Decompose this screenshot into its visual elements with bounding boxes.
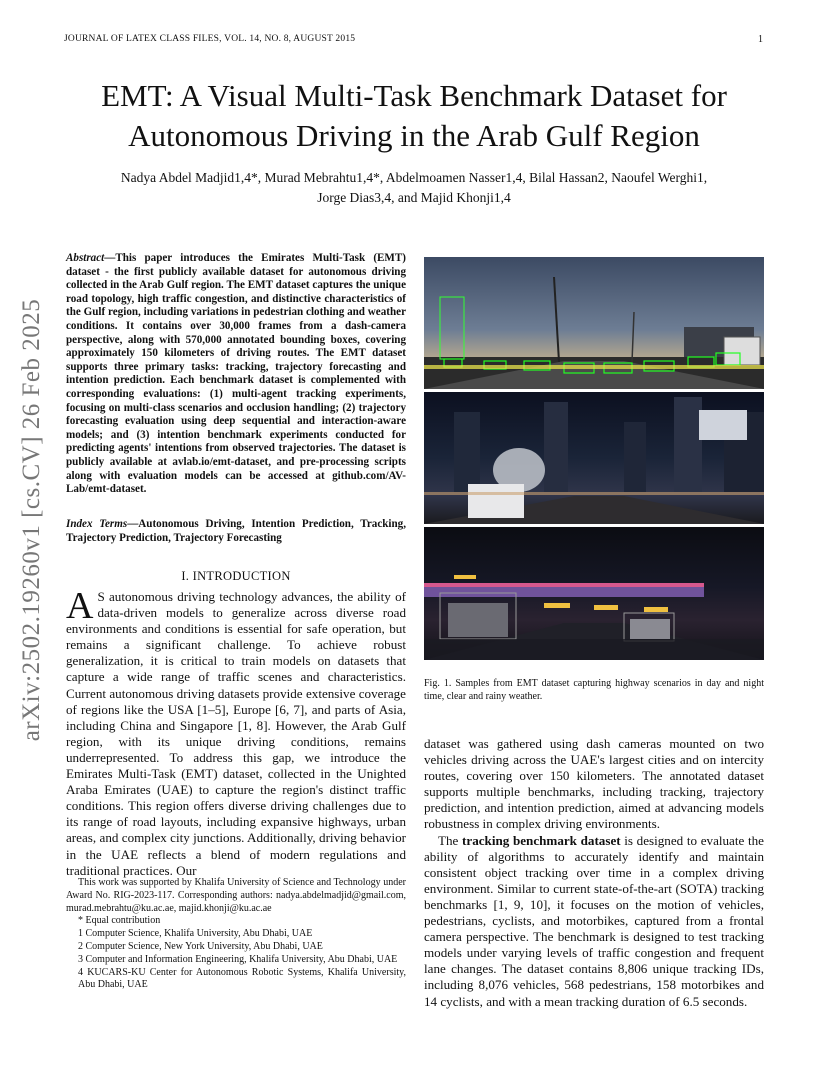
index-terms-label: Index Terms <box>66 518 128 530</box>
drop-cap: A <box>66 585 94 627</box>
index-terms-text: —Autonomous Driving, Intention Prediction, Tracking, Trajectory Prediction, Trajectory Forecasting <box>66 518 406 544</box>
figure-caption: Fig. 1. Samples from EMT dataset capturing highway scenarios in day and night time, clear and rainy weather. <box>424 678 764 702</box>
title-line-1: EMT: A Visual Multi-Task Benchmark Dataset for <box>101 78 727 113</box>
night-city-scene <box>424 392 764 524</box>
photo-night-rain <box>424 527 764 660</box>
day-highway-scene <box>424 257 764 389</box>
footnote-item: * Equal contribution <box>78 915 161 927</box>
photo-night-city <box>424 392 764 524</box>
authors-line-1: Nadya Abdel Madjid1,4*, Murad Mebrahtu1,4*, Abdelmoamen Nasser1,4, Bilal Hassan2, Naoufel Werghi1, <box>120 170 708 185</box>
bold-term: tracking benchmark dataset <box>462 832 621 848</box>
footnote-item: 3 Computer and Information Engineering, Khalifa University, Abu Dhabi, UAE <box>78 953 398 965</box>
photo-day-highway <box>424 257 764 389</box>
footnote-item: 1 Computer Science, Khalifa University, Abu Dhabi, UAE <box>78 928 313 940</box>
footnotes <box>66 877 406 992</box>
footnote-item: 4 KUCARS-KU Center for Autonomous Robotic Systems, Khalifa University, Abu Dhabi, UAE <box>78 966 406 991</box>
footnote-item: 2 Computer Science, New York University, Abu Dhabi, UAE <box>78 940 323 952</box>
title-line-2: Autonomous Driving in the Arab Gulf Region <box>128 118 700 153</box>
section-heading: I. INTRODUCTION <box>181 569 291 583</box>
abstract <box>66 252 406 497</box>
abstract-text: —This paper introduces the Emirates Multi-Task (EMT) dataset - the first publicly available dataset for autonomous driving collected in the Arab Gulf region. The EMT dataset captures the unique road topology, high traffic congestion, and distinctive characteristics of the Gulf region, including variations in pedestrian clothing and weather conditions. It contains over 30,000 frames from a dash-camera perspective, along with 570,000 annotated bounding boxes, covering approximately 150 kilometers of driving routes. The EMT dataset supports three primary tasks: tracking, trajectory forecasting and intention prediction. Each benchmark dataset is complemented with corresponding evaluations: (1) multi-agent tracking experiments, focusing on multi-class scenarios and occlusion handling; (2) trajectory forecasting evaluation using deep sequential and interaction-aware models; and (3) intention benchmark experiments conducted for predicting agents' intentions from observed trajectories. The dataset is publicly available at avlab.io/emt-dataset, and pre-processing scripts along with evaluation models can be accessed at github.com/AV-Lab/emt-dataset. <box>66 252 406 496</box>
column-2-body <box>424 736 764 1010</box>
arxiv-stamp: arXiv:2502.19260v1 [cs.CV] 26 Feb 2025 <box>18 298 45 742</box>
index-terms <box>66 518 406 545</box>
paragraph-dataset: dataset was gathered using dash cameras mounted on two vehicles driving across the UAE's largest cities and on intercity routes, covering over 150 kilometers. The annotated dataset supports multiple benchmarks, including tracking, trajectory prediction, and intention prediction, aimed at advancing models robustness in complex driving environments. <box>424 736 764 832</box>
abstract-label: Abstract <box>66 252 105 264</box>
figure-1 <box>424 0 764 672</box>
footnote-support: This work was supported by Khalifa University of Science and Technology under Award No. RIG-2023-117. Corresponding authors: nadya.abdelmadjid@gmail.com, murad.mebrahtu@ku.ac.ae, majid.khonji@ku.ac.ae <box>66 877 406 914</box>
paragraph-rest: is designed to evaluate the ability of algorithms to accurately identify and maintain consistent object tracking over time in a complex driving environment. Similar to current state-of-the-art (SOTA) tracking benchmarks [1, 9, 10], it focuses on the motion of vehicles, pedestrians, cyclists, and motorbikes, captured from a frontal camera perspective. The benchmark is designed to test tracking models under varying levels of traffic congestion and frequent lane changes. The dataset contains 8,806 unique tracking IDs, including 8,076 vehicles, 568 pedestrians, 158 motorbikes and 14 cyclists, and with a mean tracking duration of 6.5 seconds. <box>424 832 764 1009</box>
intro-paragraph <box>66 585 406 879</box>
page-number: 1 <box>758 34 763 45</box>
authors-line-2: Jorge Dias3,4, and Majid Khonji1,4 <box>317 190 511 205</box>
paragraph-tracking <box>424 833 764 1010</box>
arxiv-stamp-container <box>18 280 58 760</box>
night-rain-scene <box>424 527 764 660</box>
running-header: JOURNAL OF LATEX CLASS FILES, VOL. 14, NO. 8, AUGUST 2015 <box>64 34 356 44</box>
paragraph-lead: The <box>438 832 463 848</box>
intro-text: S autonomous driving technology advances, the ability of data-driven models to generalize across diverse road environments and conditions is essential for safe operation, but remains a significant challenge. To achieve robust generalization, it is critical to train models on datasets that capture a wide range of traffic scenes and characteristics. Current autonomous driving datasets provide extensive coverage of regions like the USA [1–5], Europe [6, 7], and parts of Asia, including China and Singapore [1, 8]. However, the Arab Gulf region, with its unique driving conditions, remains underrepresented. To address this gap, we introduce the Emirates Multi-Task (EMT) dataset, collected in the Unighted Araba Emirates (UAE) to capture the region's distinct traffic conditions. This region offers diverse driving challenges due to its range of road layouts, including expansive highways, urban areas, and complex city junctions. Additionally, driving behavior in the UAE reflects a blend of modern regulations and traditional practices. Our <box>66 589 406 878</box>
